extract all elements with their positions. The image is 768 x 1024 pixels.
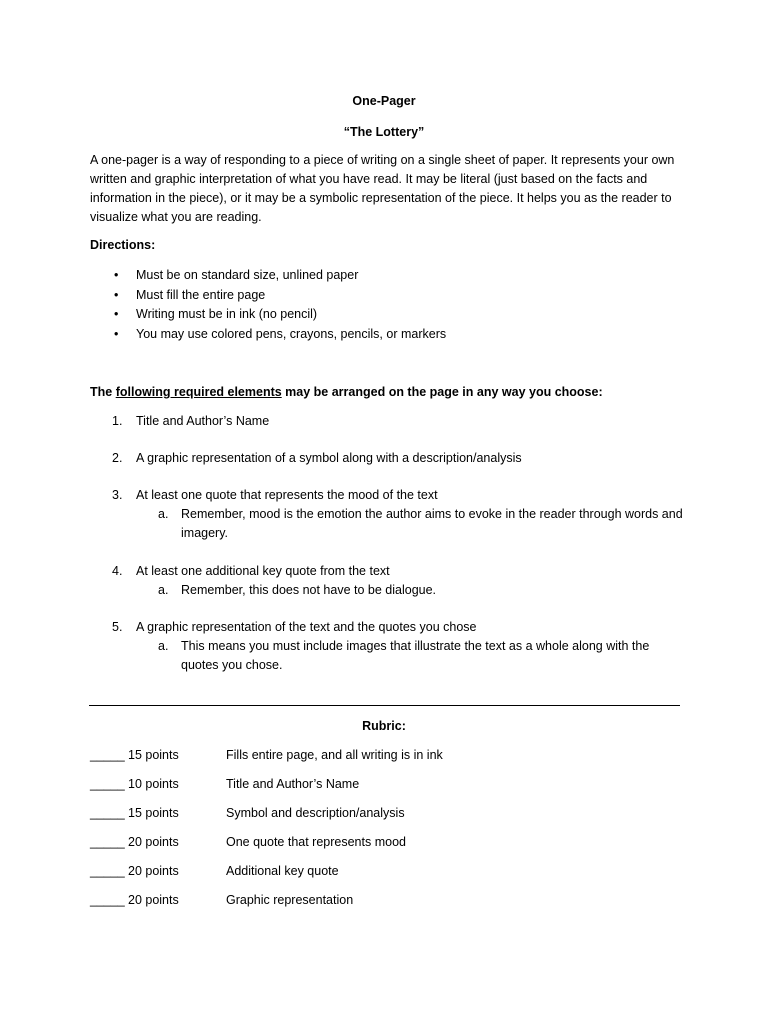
rubric-points: 15 points [128, 748, 179, 762]
rubric-points: 20 points [128, 864, 179, 878]
elements-lead-after: may be arranged on the page in any way you choose: [281, 385, 603, 399]
directions-heading: Directions: [90, 238, 156, 252]
rubric-description: Additional key quote [226, 864, 339, 878]
rubric-points: 20 points [128, 893, 179, 907]
bullet-icon: • [114, 288, 119, 302]
element-text: A graphic representation of a symbol along with a description/analysis [136, 451, 522, 465]
elements-lead-before: The [90, 385, 116, 399]
score-blank: _____ [90, 748, 125, 762]
element-text: Title and Author’s Name [136, 414, 270, 428]
subitem-text: Remember, mood is the emotion the author aims to evoke in the reader through words and imagery. [181, 507, 683, 540]
page-subtitle: “The Lottery” [343, 125, 425, 139]
rubric-points: 10 points [128, 777, 179, 791]
element-text: A graphic representation of the text and the quotes you chose [136, 620, 477, 634]
element-number: 4. [112, 564, 123, 578]
element-number: 1. [112, 414, 123, 428]
score-blank: _____ [90, 777, 125, 791]
rubric-row [90, 746, 690, 765]
rubric-points: 20 points [128, 835, 179, 849]
element-text: At least one additional key quote from the text [136, 564, 390, 578]
subitem-letter: a. [158, 583, 169, 597]
score-blank: _____ [90, 835, 125, 849]
rubric-description: Title and Author’s Name [226, 777, 360, 791]
element-number: 5. [112, 620, 123, 634]
bullet-icon: • [114, 327, 119, 341]
directions-item-text: Must fill the entire page [136, 288, 266, 302]
score-blank: _____ [90, 864, 125, 878]
score-blank: _____ [90, 893, 125, 907]
bullet-icon: • [114, 268, 119, 282]
bullet-icon: • [114, 307, 119, 321]
rubric-description: Graphic representation [226, 893, 354, 907]
directions-item-text: Must be on standard size, unlined paper [136, 268, 359, 282]
element-number: 2. [112, 451, 123, 465]
elements-lead [90, 383, 690, 402]
directions-item-text: You may use colored pens, crayons, pencils, or markers [136, 327, 447, 341]
element-number: 3. [112, 488, 123, 502]
score-blank: _____ [90, 806, 125, 820]
rubric-row [90, 862, 690, 881]
rubric-description: One quote that represents mood [226, 835, 406, 849]
rubric-row [90, 833, 690, 852]
rubric-row [90, 804, 690, 823]
subitem-letter: a. [158, 507, 169, 521]
section-divider [89, 705, 680, 706]
subitem-letter: a. [158, 639, 169, 653]
rubric-description: Symbol and description/analysis [226, 806, 405, 820]
directions-item-text: Writing must be in ink (no pencil) [136, 307, 318, 321]
page-title: One-Pager [352, 94, 416, 108]
rubric-row [90, 775, 690, 794]
rubric-description: Fills entire page, and all writing is in ink [226, 748, 443, 762]
element-text: At least one quote that represents the mood of the text [136, 488, 438, 502]
rubric-heading: Rubric: [362, 719, 406, 733]
subitem-text: Remember, this does not have to be dialogue. [181, 583, 437, 597]
elements-lead-underlined: following required elements [115, 385, 282, 399]
rubric-points: 15 points [128, 806, 179, 820]
rubric-row [90, 891, 690, 910]
subitem-text: This means you must include images that illustrate the text as a whole along with the quotes you chose. [181, 639, 650, 672]
intro-paragraph: A one-pager is a way of responding to a piece of writing on a single sheet of paper. It represents your own written and graphic interpretation of what you have read. It may be literal (just based on the facts and information in the piece), or it may be a symbolic representation of the piece. It helps you as the reader to visualize what you are reading. [90, 153, 675, 224]
